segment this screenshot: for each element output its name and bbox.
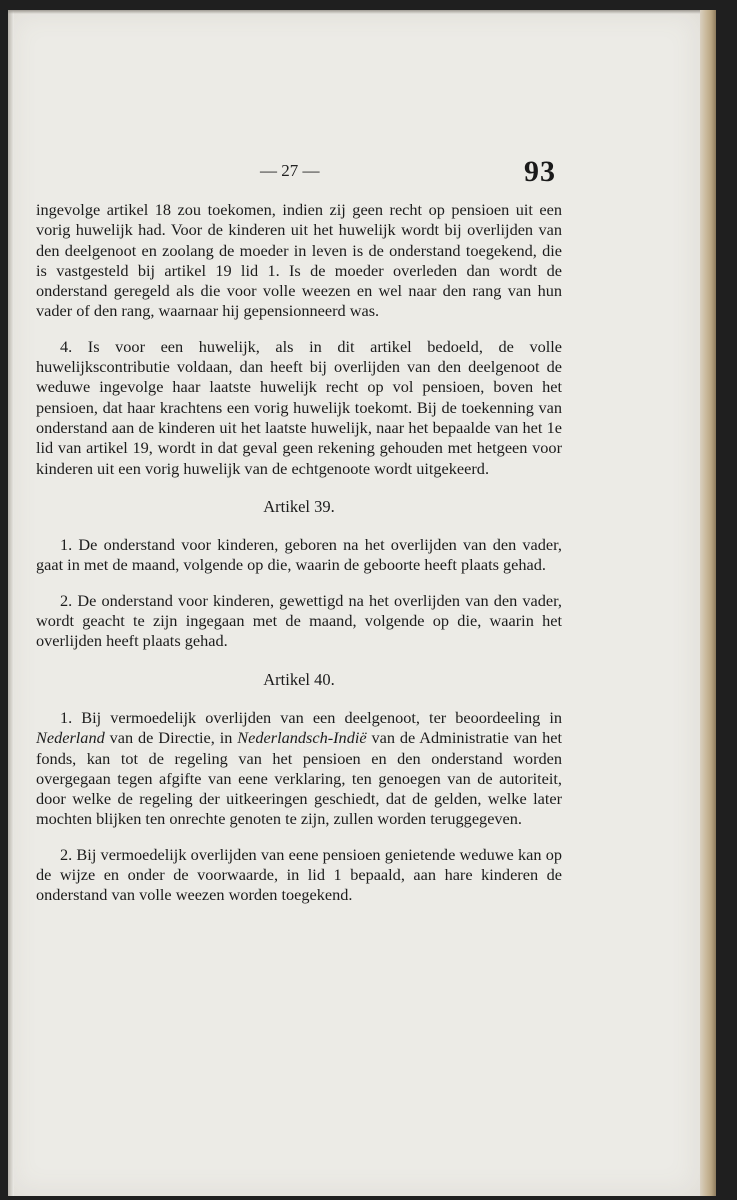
page-header bbox=[36, 155, 556, 195]
text-run: 1. Bij vermoedelijk overlijden van een deelgenoot, ter beoordeeling in bbox=[60, 707, 562, 727]
body-text bbox=[36, 200, 562, 906]
italic-place-name: Nederland bbox=[36, 728, 105, 748]
running-head-page-number: — 27 — bbox=[260, 161, 320, 180]
paragraph-article-40-lid-2: 2. Bij vermoedelijk overlijden van eene pensioen genietende weduwe kan op de wijze en onder de voorwaarde, in lid 1 bepaald, aan hare kinderen de onderstand van volle weezen worden toegekend. bbox=[36, 844, 562, 905]
italic-place-name: Nederlandsch-Indië bbox=[237, 728, 367, 748]
paragraph-continuation: ingevolge artikel 18 zou toekomen, indien zij geen recht op pensioen uit een vorig huwelijk had. Voor de kinderen uit het huwelijk wordt bij overlijden van den deelgenoot en zoolang de moeder in leven is de onderstand toegekend, die is vastgesteld bij artikel 19 lid 1. Is de moeder overleden dan wordt de onderstand geregeld als die voor volle weezen en wel naar den rang van hun vader of den rang, waarnaar hij gepensionneerd was. bbox=[36, 200, 562, 321]
paragraph-article-39-lid-1: 1. De onderstand voor kinderen, geboren na het overlijden van den vader, gaat in met de maand, volgende op die, waarin de geboorte heeft plaats gehad. bbox=[36, 535, 562, 575]
page-top-shadow bbox=[8, 10, 716, 14]
paragraph-article-39-lid-2: 2. De onderstand voor kinderen, gewettigd na het overlijden van den vader, wordt geacht te zijn ingegaan met de maand, volgende op die, waarin het overlijden heeft plaats gehad. bbox=[36, 590, 562, 651]
paragraph-article-38-lid-4: 4. Is voor een huwelijk, als in dit artikel bedoeld, de volle huwelijkscontributie voldaan, dan heeft bij overlijden van den deelgenoot de weduwe ingevolge haar laatste huwelijk recht op vol pensioen, boven het pensioen, dat haar krachtens een vorig huwelijk toekomt. Bij de toekenning van onderstand aan de kinderen uit het laatste huwelijk, naar het bepaalde van het 1e lid van artikel 19, wordt in dat geval geen rekening gehouden met hetgeen voor kinderen uit een vorig huwelijk van de echtgenoote wordt uitgekeerd. bbox=[36, 336, 562, 478]
page-gutter-shadow bbox=[8, 10, 14, 1196]
page-edge-stack bbox=[700, 10, 716, 1196]
article-heading-40: Artikel 40. bbox=[263, 669, 335, 689]
paragraph-article-40-lid-1 bbox=[36, 708, 562, 830]
folio-number: 93 bbox=[524, 155, 556, 188]
text-run: van de Directie, in bbox=[104, 728, 238, 748]
text-run: van de Administratie van het fonds, kan tot de regeling van het pensioen en den onderstand worden overgegaan tegen afgifte van eene verklaring, ten genoegen van de autoriteit, door welke de regeling der uitkeeringen geschiedt, dat de gelden, welke later mochten blijken ten onrechte genoten te zijn, zullen worden teruggegeven. bbox=[36, 728, 562, 829]
article-heading-39: Artikel 39. bbox=[263, 496, 335, 516]
